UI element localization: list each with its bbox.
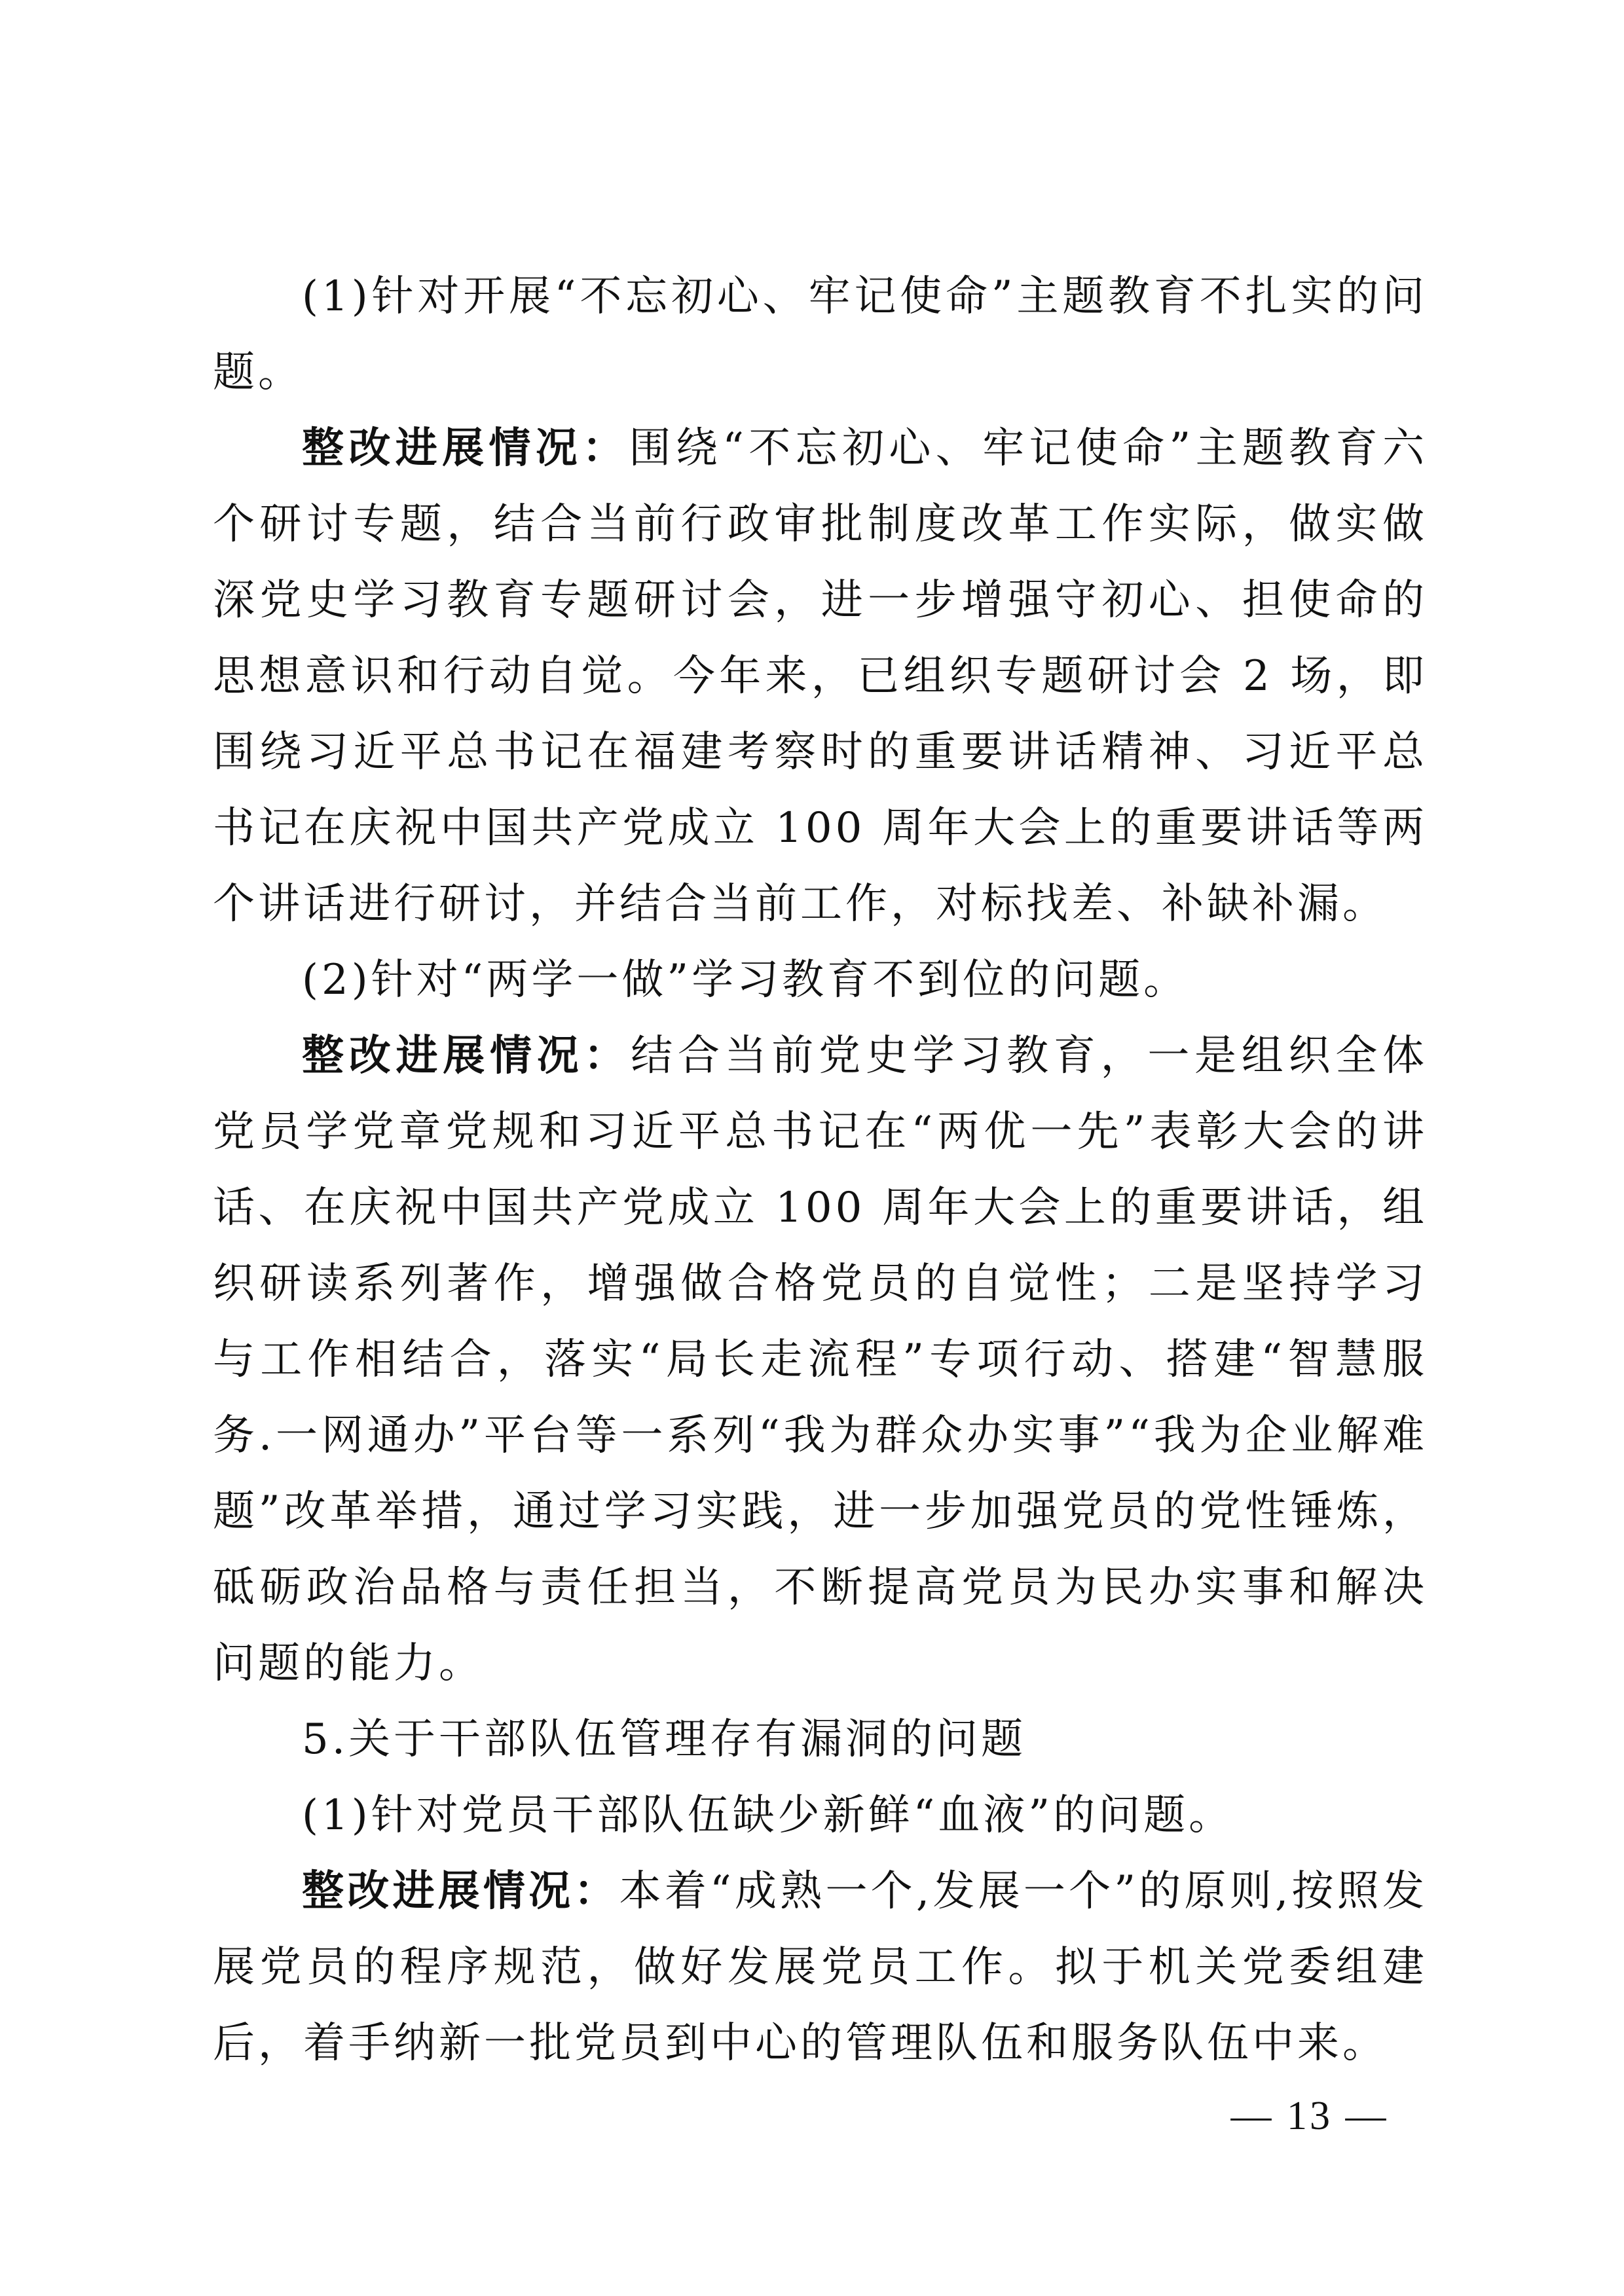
paragraph-text: 结合当前党史学习教育，一是组织全体党员学党章党规和习近平总书记在“两优一先”表彰大会的讲话、在庆祝中国共产党成立 100 周年大会上的重要讲话，组织研读系列著作，增强做合格党员的自觉性；二是坚持学习与工作相结合，落实“局长走流程”专项行动、搭建“智慧服务.一网通办”平台等一系列“我为群众办实事”“我为企业解难题”改革举措，通过学习实践，进一步加强党员的党性锤炼，砥砺政治品格与责任担当，不断提高党员为民办实事和解决问题的能力。 <box>213 1032 1428 1688</box>
subsection-heading-2 <box>213 942 1428 1018</box>
page-number: — 13 — <box>1230 2094 1389 2138</box>
progress-paragraph-1 <box>213 410 1428 942</box>
subsection-heading-3 <box>213 1777 1428 1853</box>
paragraph-lead: 整改进展情况： <box>302 424 629 473</box>
document-body <box>213 259 1428 2081</box>
paragraph-text: (2)针对“两学一做”学习教育不到位的问题。 <box>302 956 1189 1004</box>
paragraph-lead: 整改进展情况： <box>302 1867 619 1916</box>
section-heading-5 <box>213 1702 1428 1777</box>
paragraph-text: 5.关于干部队伍管理存有漏洞的问题 <box>302 1715 1027 1764</box>
progress-paragraph-2 <box>213 1018 1428 1702</box>
paragraph-text: (1)针对开展“不忘初心、牢记使命”主题教育不扎实的问题。 <box>213 272 1428 397</box>
paragraph-text: 围绕“不忘初心、牢记使命”主题教育六个研讨专题，结合当前行政审批制度改革工作实际，做实做深党史学习教育专题研讨会，进一步增强守初心、担使命的思想意识和行动自觉。今年来，已组织专题研讨会 2 场，即围绕习近平总书记在福建考察时的重要讲话精神、习近平总书记在庆祝中国共产党成立 100 周年大会上的重要讲话等两个讲话进行研讨，并结合当前工作，对标找差、补缺补漏。 <box>213 424 1428 928</box>
subsection-heading-1 <box>213 259 1428 410</box>
paragraph-text: (1)针对党员干部队伍缺少新鲜“血液”的问题。 <box>302 1791 1234 1840</box>
paragraph-text: 本着“成熟一个,发展一个”的原则,按照发展党员的程序规范，做好发展党员工作。拟于机关党委组建后，着手纳新一批党员到中心的管理队伍和服务队伍中来。 <box>213 1867 1428 2068</box>
paragraph-lead: 整改进展情况： <box>302 1031 631 1080</box>
progress-paragraph-3 <box>213 1853 1428 2081</box>
